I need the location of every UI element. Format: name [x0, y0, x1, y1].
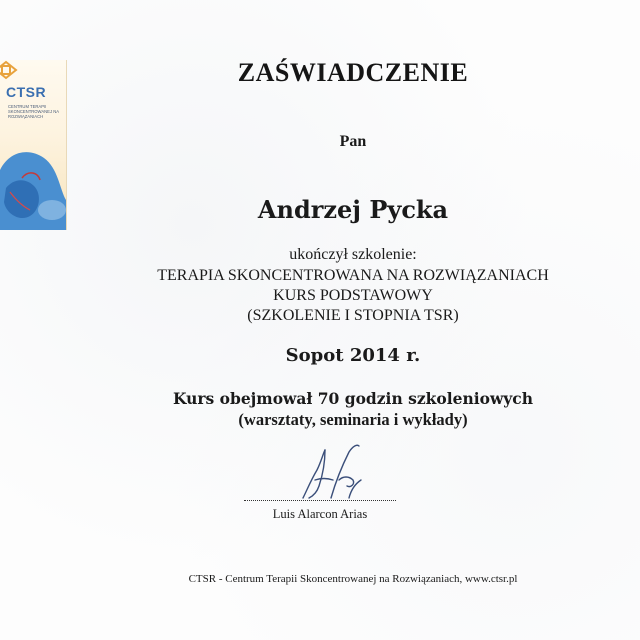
handwritten-signature — [295, 440, 375, 502]
course-degree: (SZKOLENIE I STOPNIA TSR) — [247, 307, 459, 324]
signature-line — [244, 500, 396, 501]
course-format: (warsztaty, seminaria i wykłady) — [238, 410, 468, 429]
footer-text: CTSR - Centrum Terapii Skoncentrowanej na Rozwiązaniach, www.ctsr.pl — [188, 573, 518, 585]
logo-name: CTSR — [6, 84, 47, 100]
recipient-name: Andrzej Pycka — [257, 195, 449, 224]
logo-subtitle: CENTRUM TERAPII SKONCENTROWANEJ NA ROZWIĄZANIACH — [8, 104, 59, 119]
place-and-date: Sopot 2014 r. — [285, 345, 421, 366]
course-name: TERAPIA SKONCENTROWANA NA ROZWIĄZANIACH — [157, 267, 549, 284]
course-level: KURS PODSTAWOWY — [273, 287, 433, 304]
salutation: Pan — [339, 133, 367, 150]
course-hours: Kurs obejmował 70 godzin szkoleniowych — [172, 389, 534, 408]
completed-text: ukończył szkolenie: — [289, 246, 417, 263]
certificate-title: ZAŚWIADCZENIE — [237, 58, 469, 87]
ctsr-logo — [0, 60, 67, 230]
signer-name: Luis Alarcon Arias — [272, 507, 368, 521]
signature-block — [230, 440, 410, 530]
